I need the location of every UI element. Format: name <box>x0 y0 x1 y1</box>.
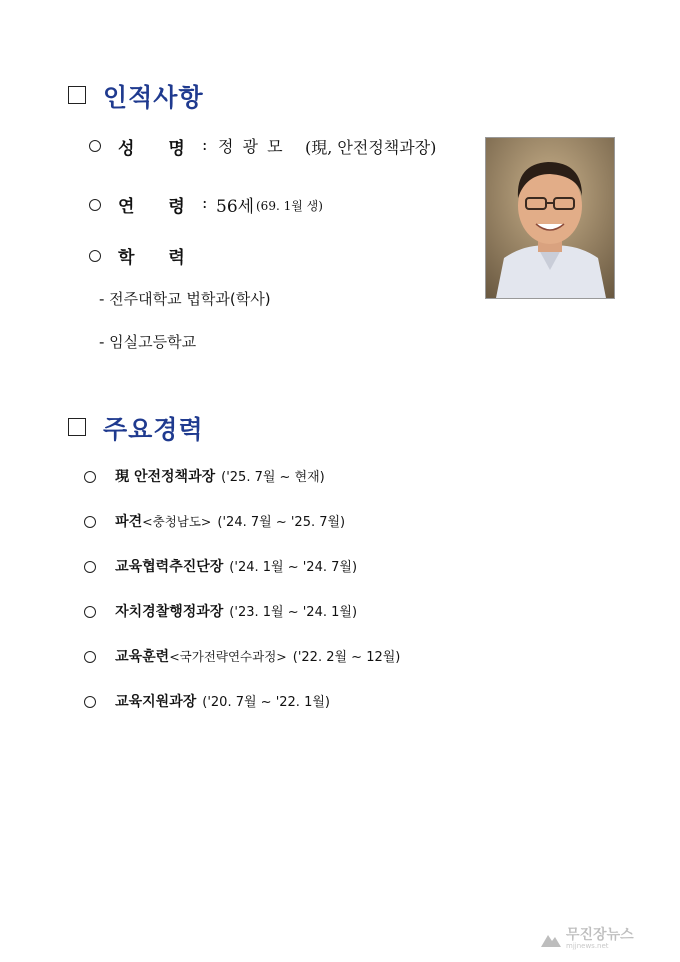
career-title: 교육지원과장 <box>115 694 197 710</box>
bullet-circle-icon <box>84 696 96 708</box>
career-item <box>84 646 400 666</box>
education-item: - 전주대학교 법학과(학사) <box>99 290 271 308</box>
profile-photo <box>485 137 615 299</box>
watermark-subtext: mjjnews.net <box>566 942 609 950</box>
watermark-text: 무진장뉴스 <box>566 927 634 943</box>
name-value: 정 광 모 <box>218 137 285 156</box>
bullet-circle-icon <box>89 250 101 262</box>
career-item <box>84 511 345 531</box>
career-title: 교육훈련 <box>115 649 170 665</box>
age-separator: : <box>202 193 208 212</box>
education-item: - 임실고등학교 <box>99 333 197 351</box>
age-label: 연 령 <box>118 197 185 217</box>
career-item <box>84 556 357 576</box>
section-title-career: 주요경력 <box>103 415 204 444</box>
bullet-circle-icon <box>84 606 96 618</box>
name-label: 성 명 <box>118 139 185 159</box>
bullet-circle-icon <box>84 651 96 663</box>
career-title: 現 안전정책과장 <box>115 469 216 485</box>
name-separator: : <box>202 135 208 154</box>
bullet-circle-icon <box>84 471 96 483</box>
age-value: 56세 <box>216 197 255 217</box>
watermark <box>540 925 670 953</box>
career-subtitle: <국가전략연수과정> <box>169 649 287 664</box>
career-item <box>84 691 330 711</box>
career-period: ('23. 1월 ~ '24. 1월) <box>229 605 358 620</box>
career-title: 교육협력추진단장 <box>115 559 224 575</box>
mountain-logo-icon <box>540 930 562 948</box>
bullet-circle-icon <box>84 516 96 528</box>
bullet-circle-icon <box>89 140 101 152</box>
career-period: ('24. 7월 ~ '25. 7월) <box>217 515 346 530</box>
career-item <box>84 601 357 621</box>
career-period: ('20. 7월 ~ '22. 1월) <box>202 695 330 710</box>
bullet-circle-icon <box>84 561 96 573</box>
career-period: ('22. 2월 ~ 12월) <box>292 650 401 665</box>
career-period: ('24. 1월 ~ '24. 7월) <box>229 560 358 575</box>
age-birth: (69. 1월 생) <box>256 199 323 213</box>
career-item <box>84 466 325 486</box>
career-title: 파견 <box>115 514 143 530</box>
bullet-circle-icon <box>89 199 101 211</box>
name-position: (現, 안전정책과장) <box>305 138 437 157</box>
career-period: ('25. 7월 ~ 현재) <box>221 470 325 485</box>
career-subtitle: <충청남도> <box>142 514 212 529</box>
section-checkbox-personal <box>68 86 86 104</box>
section-checkbox-career <box>68 418 86 436</box>
career-title: 자치경찰행정과장 <box>115 604 224 620</box>
section-title-personal: 인적사항 <box>103 83 204 112</box>
education-label: 학 력 <box>118 248 185 268</box>
